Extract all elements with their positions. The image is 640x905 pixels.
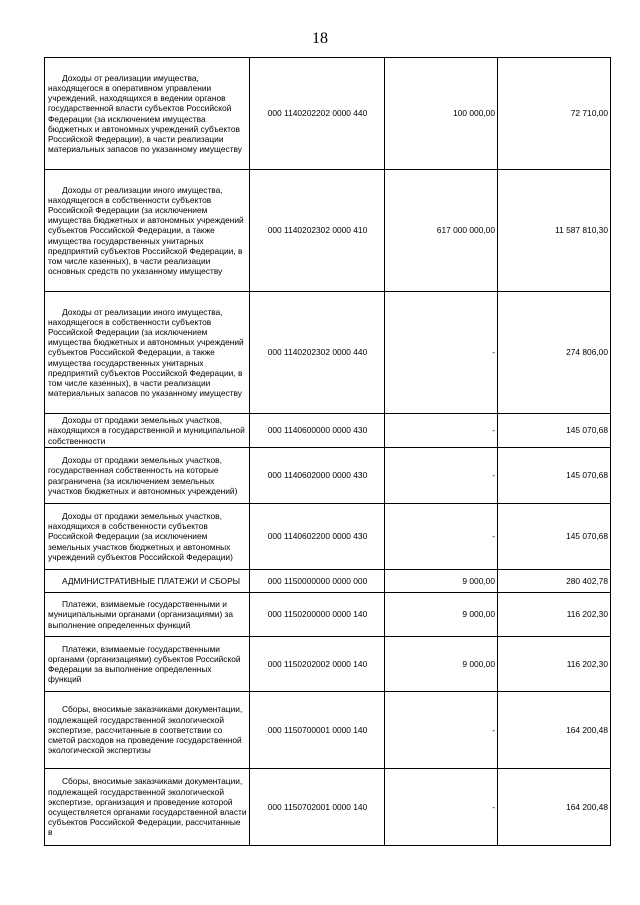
budget-code: 000 1140600000 0000 430 — [250, 414, 385, 448]
revenue-name: Платежи, взимаемые государственными и муниципальными органами (организациями) за выполнение определенных функций — [45, 593, 250, 637]
executed-amount: 116 202,30 — [498, 593, 611, 637]
budget-code: 000 1140202302 0000 440 — [250, 292, 385, 414]
planned-amount: - — [385, 692, 498, 769]
revenue-name: Доходы от продажи земельных участков, находящихся в собственности субъектов Российской Федерации (за исключением земельных участков бюджетных и автономных учреждений субъектов Российской Федерации) — [45, 504, 250, 570]
table-row — [45, 448, 611, 504]
revenue-name: Доходы от реализации имущества, находящегося в оперативном управлении учреждений, находящихся в ведении органов государственной власти субъектов Российской Федерации (за исключением имущества бюджетных и автономных учреждений субъектов Российской Федерации), в части реализации материальных запасов по указанному имуществу — [45, 58, 250, 170]
table-row — [45, 637, 611, 692]
table-row — [45, 593, 611, 637]
table-row — [45, 570, 611, 593]
budget-code: 000 1150000000 0000 000 — [250, 570, 385, 593]
planned-amount: 100 000,00 — [385, 58, 498, 170]
executed-amount: 145 070,68 — [498, 448, 611, 504]
budget-code: 000 1150700001 0000 140 — [250, 692, 385, 769]
budget-code: 000 1150702001 0000 140 — [250, 769, 385, 846]
revenue-name: Сборы, вносимые заказчиками документации, подлежащей государственной экологической экспертизе, рассчитанные в соответствии со сметой расходов на проведение государственной экологической экспертизы — [45, 692, 250, 769]
executed-amount: 145 070,68 — [498, 504, 611, 570]
table-row — [45, 170, 611, 292]
revenue-name: АДМИНИСТРАТИВНЫЕ ПЛАТЕЖИ И СБОРЫ — [45, 570, 250, 593]
table-row — [45, 769, 611, 846]
planned-amount: - — [385, 292, 498, 414]
budget-code: 000 1140602200 0000 430 — [250, 504, 385, 570]
revenue-name: Доходы от реализации иного имущества, находящегося в собственности субъектов Российской Федерации (за исключением имущества бюджетных и автономных учреждений субъектов Российской Федерации, а также имущества государственных унитарных предприятий субъектов Российской Федерации, в том числе казенных), в части реализации материальных запасов по указанному имуществу — [45, 292, 250, 414]
revenue-name: Доходы от реализации иного имущества, находящегося в собственности субъектов Российской Федерации (за исключением имущества бюджетных и автономных учреждений субъектов Российской Федерации, а также имущества государственных унитарных предприятий субъектов Российской Федерации, в том числе казенных), в части реализации основных средств по указанному имуществу — [45, 170, 250, 292]
planned-amount: 9 000,00 — [385, 593, 498, 637]
table-row — [45, 58, 611, 170]
page-number: 18 — [312, 30, 328, 47]
revenue-table — [44, 57, 611, 846]
table-row — [45, 292, 611, 414]
executed-amount: 116 202,30 — [498, 637, 611, 692]
budget-code: 000 1150200000 0000 140 — [250, 593, 385, 637]
budget-code: 000 1140602000 0000 430 — [250, 448, 385, 504]
planned-amount: - — [385, 448, 498, 504]
revenue-name: Сборы, вносимые заказчиками документации, подлежащей государственной экологической экспертизе, организация и проведение которой осуществляется органами государственной власти субъектов Российской Федерации, рассчитанные в — [45, 769, 250, 846]
budget-code: 000 1150202002 0000 140 — [250, 637, 385, 692]
table-row — [45, 504, 611, 570]
planned-amount: 617 000 000,00 — [385, 170, 498, 292]
budget-code: 000 1140202302 0000 410 — [250, 170, 385, 292]
planned-amount: - — [385, 414, 498, 448]
executed-amount: 274 806,00 — [498, 292, 611, 414]
executed-amount: 145 070,68 — [498, 414, 611, 448]
planned-amount: 9 000,00 — [385, 637, 498, 692]
executed-amount: 11 587 810,30 — [498, 170, 611, 292]
revenue-name: Доходы от продажи земельных участков, государственная собственность на которые разграничена (за исключением земельных участков бюджетных и автономных учреждений) — [45, 448, 250, 504]
revenue-name: Доходы от продажи земельных участков, находящихся в государственной и муниципальной собственности — [45, 414, 250, 448]
table-row — [45, 692, 611, 769]
executed-amount: 72 710,00 — [498, 58, 611, 170]
planned-amount: - — [385, 769, 498, 846]
executed-amount: 164 200,48 — [498, 769, 611, 846]
executed-amount: 280 402,78 — [498, 570, 611, 593]
planned-amount: - — [385, 504, 498, 570]
planned-amount: 9 000,00 — [385, 570, 498, 593]
executed-amount: 164 200,48 — [498, 692, 611, 769]
revenue-name: Платежи, взимаемые государственными органами (организациями) субъектов Российской Федерации за выполнение определенных функций — [45, 637, 250, 692]
table-row — [45, 414, 611, 448]
budget-code: 000 1140202202 0000 440 — [250, 58, 385, 170]
